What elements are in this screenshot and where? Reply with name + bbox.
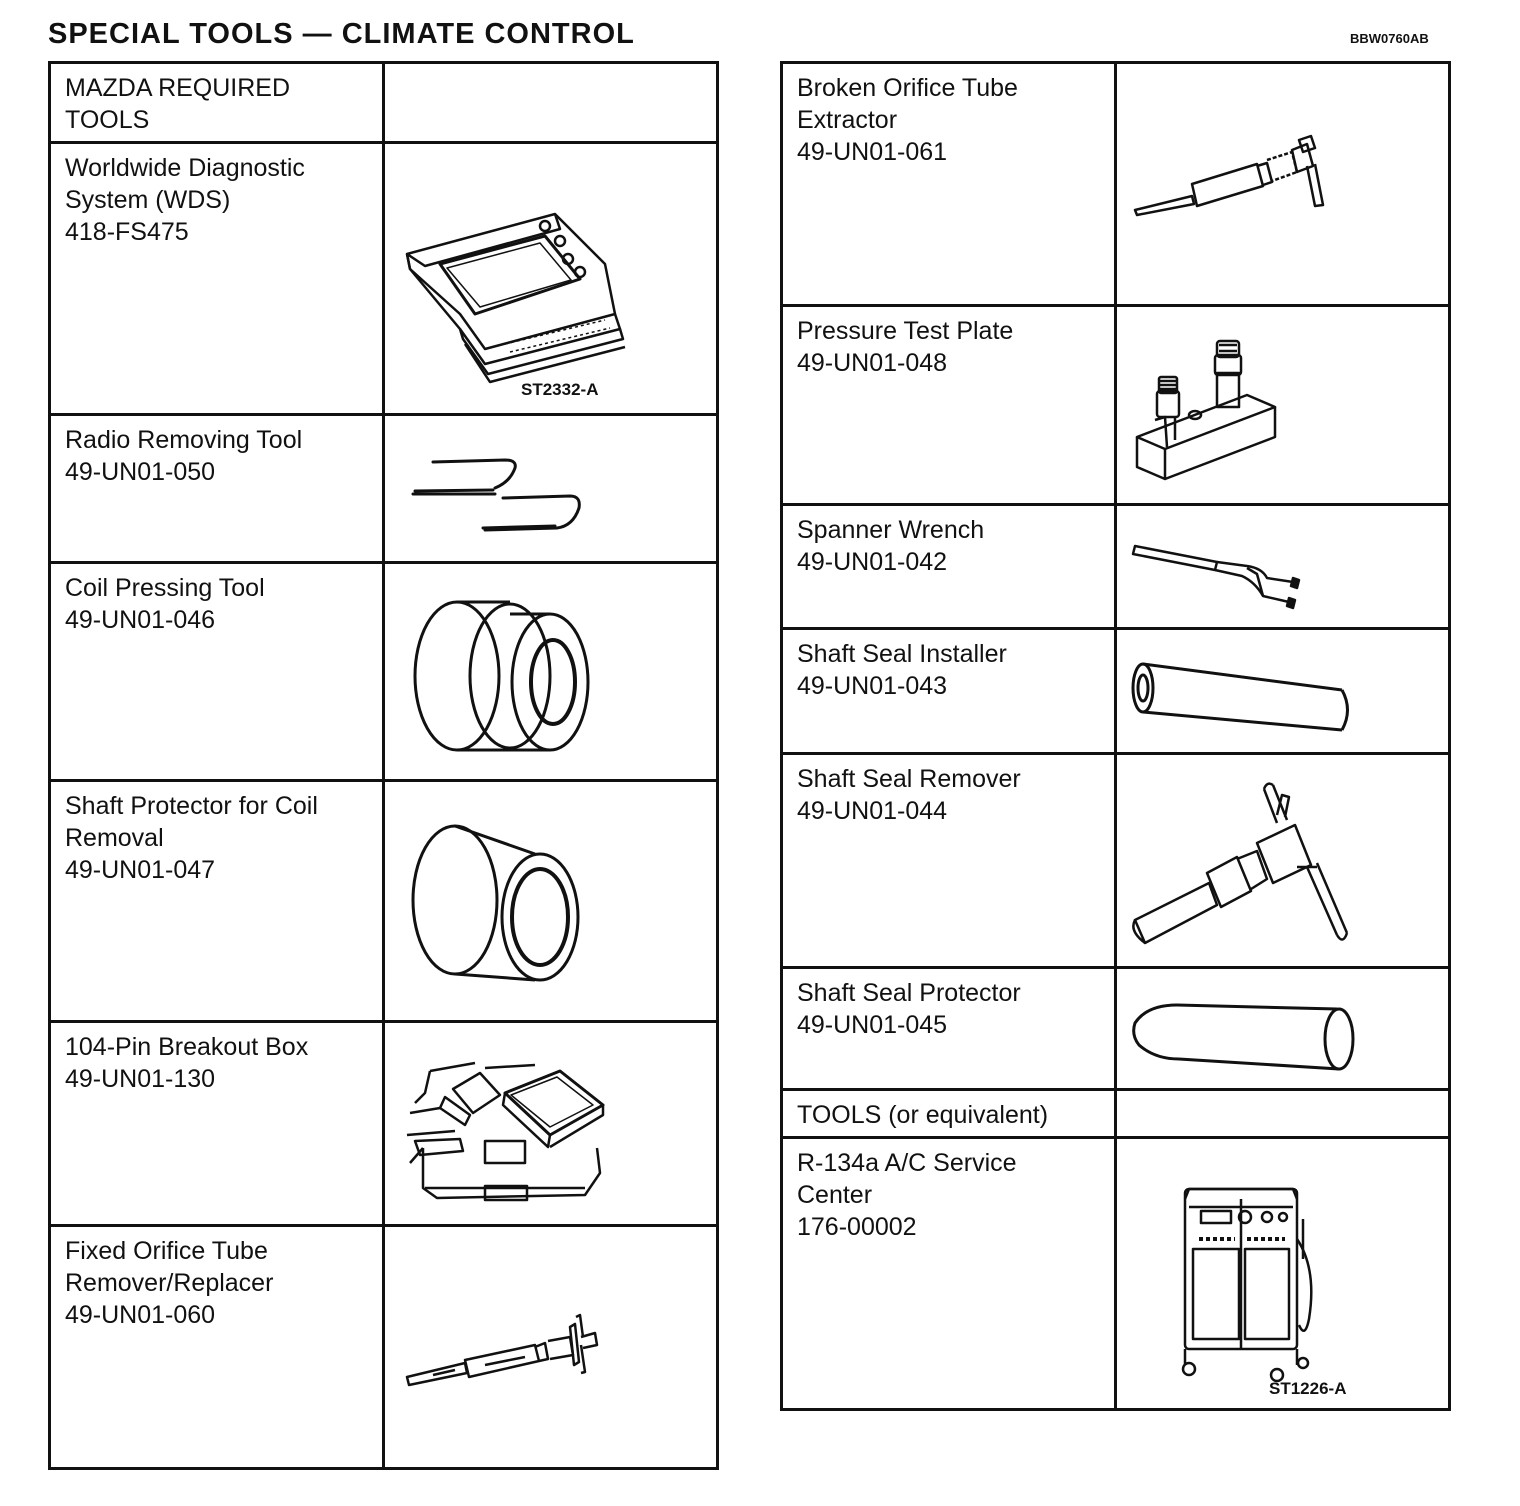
table-row bbox=[50, 143, 718, 415]
tool-picture-cell bbox=[384, 563, 718, 781]
tool-line: Removal bbox=[65, 824, 164, 852]
table-row bbox=[782, 754, 1450, 968]
tool-picture-cell bbox=[384, 415, 718, 563]
tool-line: TOOLS bbox=[65, 106, 150, 134]
shaft-seal-installer-icon bbox=[1117, 630, 1451, 755]
tool-line: Pressure Test Plate bbox=[797, 317, 1014, 345]
table-row bbox=[50, 563, 718, 781]
right-tools-table bbox=[780, 61, 1451, 1411]
tool-picture-cell bbox=[1116, 306, 1450, 505]
left-tools-table bbox=[48, 61, 719, 1470]
tool-part-number: 49-UN01-060 bbox=[65, 1301, 216, 1329]
figure-code: BBW0760AB bbox=[1350, 31, 1429, 46]
page-title: SPECIAL TOOLS — CLIMATE CONTROL bbox=[48, 18, 635, 50]
tool-line: Radio Removing Tool bbox=[65, 426, 303, 454]
table-row bbox=[50, 415, 718, 563]
tool-line: Shaft Seal Installer bbox=[797, 640, 1007, 668]
pressure-test-plate-icon bbox=[1117, 307, 1451, 506]
shaft-seal-protector-icon bbox=[1117, 969, 1451, 1091]
shaft-protector-icon bbox=[385, 782, 719, 1023]
tool-description bbox=[50, 1226, 384, 1469]
shaft-seal-remover-icon bbox=[1117, 755, 1451, 969]
tool-line: R-134a A/C Service bbox=[797, 1149, 1017, 1177]
tool-part-number: 418-FS475 bbox=[65, 218, 189, 246]
tool-description bbox=[782, 505, 1116, 629]
tool-line: System (WDS) bbox=[65, 186, 231, 214]
figure-caption: ST2332-A bbox=[521, 380, 599, 399]
tool-part-number: 49-UN01-043 bbox=[797, 672, 948, 700]
table-row bbox=[50, 63, 718, 143]
tool-line: TOOLS (or equivalent) bbox=[797, 1101, 1049, 1129]
tool-picture-cell bbox=[1116, 968, 1450, 1090]
section-heading bbox=[782, 1090, 1116, 1138]
coil-pressing-tool-icon bbox=[385, 564, 719, 782]
tool-part-number: 49-UN01-047 bbox=[65, 856, 216, 884]
tool-picture-cell bbox=[1116, 505, 1450, 629]
tool-description bbox=[782, 754, 1116, 968]
tool-part-number: 176-00002 bbox=[797, 1213, 917, 1241]
tool-line: Worldwide Diagnostic bbox=[65, 154, 305, 182]
table-row bbox=[782, 968, 1450, 1090]
empty-cell bbox=[384, 63, 718, 143]
table-row bbox=[782, 505, 1450, 629]
table-row bbox=[50, 781, 718, 1022]
spanner-wrench-icon bbox=[1117, 506, 1451, 630]
orifice-tube-extractor-icon bbox=[1117, 64, 1451, 307]
tool-description bbox=[50, 781, 384, 1022]
tool-line: Extractor bbox=[797, 106, 898, 134]
empty-cell bbox=[1116, 1090, 1450, 1138]
tool-part-number: 49-UN01-042 bbox=[797, 548, 948, 576]
tool-part-number: 49-UN01-045 bbox=[797, 1011, 948, 1039]
tool-description bbox=[50, 1022, 384, 1226]
tool-line: Shaft Protector for Coil bbox=[65, 792, 318, 820]
tool-part-number: 49-UN01-050 bbox=[65, 458, 216, 486]
tool-line: Broken Orifice Tube bbox=[797, 74, 1018, 102]
tool-description bbox=[50, 143, 384, 415]
table-row bbox=[782, 629, 1450, 754]
tool-line: Center bbox=[797, 1181, 873, 1209]
tool-line: Coil Pressing Tool bbox=[65, 574, 265, 602]
tool-part-number: 49-UN01-130 bbox=[65, 1065, 216, 1093]
diagnostic-tablet-icon bbox=[385, 144, 719, 416]
table-row bbox=[782, 63, 1450, 306]
tool-part-number: 49-UN01-061 bbox=[797, 138, 948, 166]
tool-line: Shaft Seal Protector bbox=[797, 979, 1021, 1007]
orifice-tube-remover-icon bbox=[385, 1227, 719, 1470]
tool-line: Fixed Orifice Tube bbox=[65, 1237, 268, 1265]
tool-part-number: 49-UN01-046 bbox=[65, 606, 216, 634]
tool-part-number: 49-UN01-044 bbox=[797, 797, 948, 825]
tool-picture-cell bbox=[384, 781, 718, 1022]
table-row bbox=[782, 1090, 1450, 1138]
figure-caption: ST1226-A bbox=[1269, 1379, 1347, 1398]
ac-service-center-icon bbox=[1117, 1139, 1451, 1411]
tool-line: Remover/Replacer bbox=[65, 1269, 274, 1297]
table-row bbox=[782, 306, 1450, 505]
tool-description bbox=[782, 306, 1116, 505]
table-row bbox=[782, 1138, 1450, 1410]
tool-picture-cell bbox=[1116, 1138, 1450, 1410]
tool-description bbox=[50, 415, 384, 563]
tool-picture-cell bbox=[384, 143, 718, 415]
radio-removing-tool-icon bbox=[385, 416, 719, 564]
breakout-box-icon bbox=[385, 1023, 719, 1227]
tool-picture-cell bbox=[1116, 629, 1450, 754]
tool-part-number: 49-UN01-048 bbox=[797, 349, 948, 377]
tool-line: 104-Pin Breakout Box bbox=[65, 1033, 309, 1061]
tool-description bbox=[782, 63, 1116, 306]
tool-description bbox=[50, 63, 384, 143]
tool-picture-cell bbox=[384, 1022, 718, 1226]
tool-line: Spanner Wrench bbox=[797, 516, 985, 544]
tool-line: Shaft Seal Remover bbox=[797, 765, 1021, 793]
tool-picture-cell bbox=[1116, 754, 1450, 968]
tool-picture-cell bbox=[1116, 63, 1450, 306]
tool-description bbox=[782, 629, 1116, 754]
table-row bbox=[50, 1022, 718, 1226]
table-row bbox=[50, 1226, 718, 1469]
tool-description bbox=[50, 563, 384, 781]
tool-line: MAZDA REQUIRED bbox=[65, 74, 291, 102]
tool-description bbox=[782, 968, 1116, 1090]
tool-description bbox=[782, 1138, 1116, 1410]
tool-picture-cell bbox=[384, 1226, 718, 1469]
